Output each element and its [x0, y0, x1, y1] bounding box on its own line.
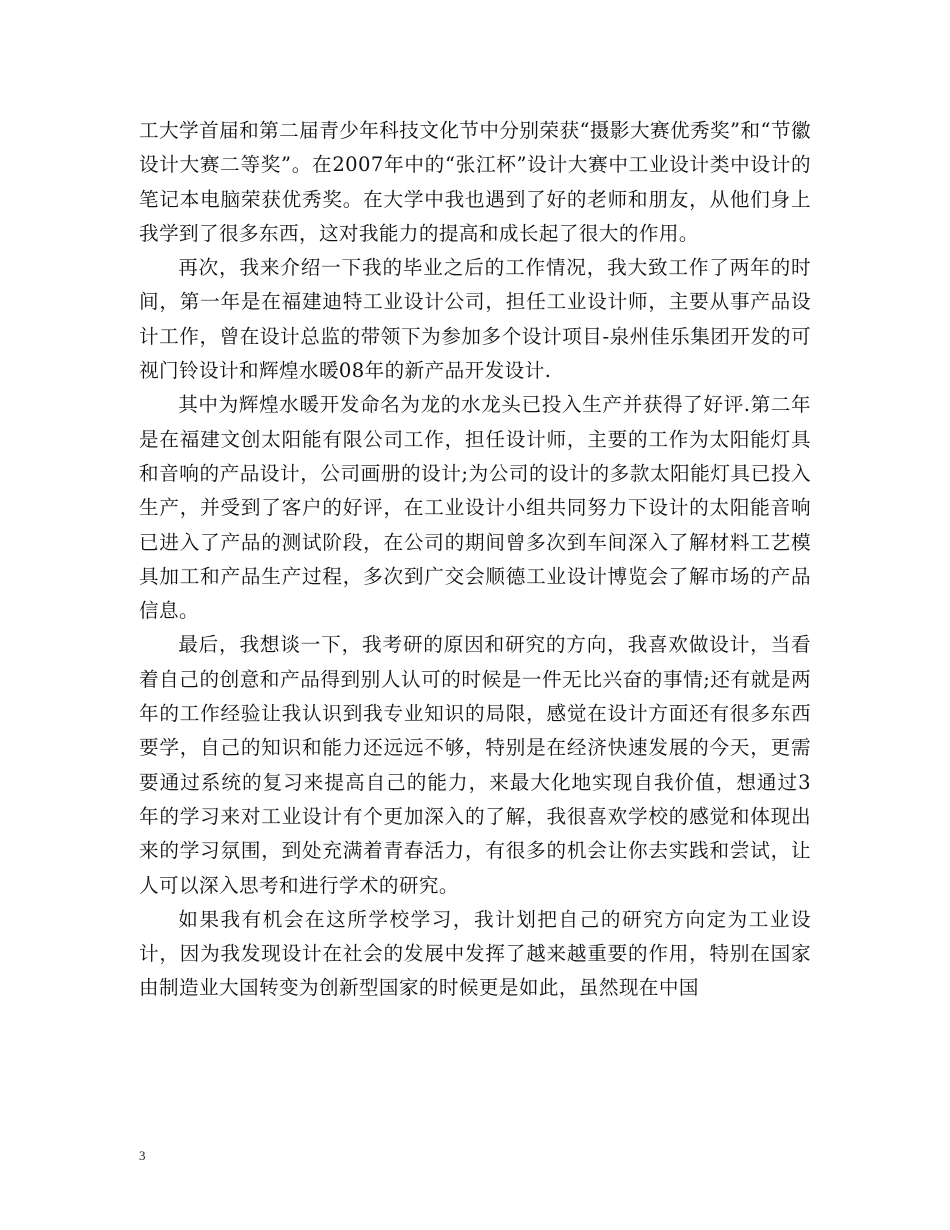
paragraph-1: 工大学首届和第二届青少年科技文化节中分别荣获“摄影大赛优秀奖”和“节徽设计大赛二等奖”。在2007年中的“张江杯”设计大赛中工业设计类中设计的笔记本电脑荣获优秀奖。在大学中我也遇到了好的老师和朋友，从他们身上我学到了很多东西，这对我能力的提高和成长起了很大的作用。 [139, 119, 811, 245]
paragraph-3: 其中为辉煌水暖开发命名为龙的水龙头已投入生产并获得了好评.第二年是在福建文创太阳能有限公司工作，担任设计师，主要的工作为太阳能灯具和音响的产品设计，公司画册的设计;为公司的设计的多款太阳能灯具已投入生产，并受到了客户的好评，在工业设计小组共同努力下设计的太阳能音响已进入了产品的测试阶段，在公司的期间曾多次到车间深入了解材料工艺模具加工和产品生产过程，多次到广交会顺德工业设计博览会了解市场的产品信息。 [139, 393, 811, 623]
paragraph-4: 最后，我想谈一下，我考研的原因和研究的方向，我喜欢做设计，当看着自己的创意和产品得到别人认可的时候是一件无比兴奋的事情;还有就是两年的工作经验让我认识到我专业知识的局限，感觉在设计方面还有很多东西要学，自己的知识和能力还远远不够，特别是在经济快速发展的今天，更需要通过系统的复习来提高自己的能力，来最大化地实现自我价值，想通过3年的学习来对工业设计有个更加深入的了解，我很喜欢学校的感觉和体现出来的学习氛围，到处充满着青春活力，有很多的机会让你去实践和尝试，让人可以深入思考和进行学术的研究。 [139, 633, 811, 897]
paragraph-5: 如果我有机会在这所学校学习，我计划把自己的研究方向定为工业设计，因为我发现设计在社会的发展中发挥了越来越重要的作用，特别在国家由制造业大国转变为创新型国家的时候更是如此，虽然现在中国 [139, 907, 811, 1000]
body-text [139, 114, 811, 1006]
paragraph-2: 再次，我来介绍一下我的毕业之后的工作情况，我大致工作了两年的时间，第一年是在福建迪特工业设计公司，担任工业设计师，主要从事产品设计工作，曾在设计总监的带领下为参加多个设计项目-泉州佳乐集团开发的可视门铃设计和辉煌水暖08年的新产品开发设计. [139, 256, 811, 383]
page-number: 3 [139, 1148, 146, 1163]
